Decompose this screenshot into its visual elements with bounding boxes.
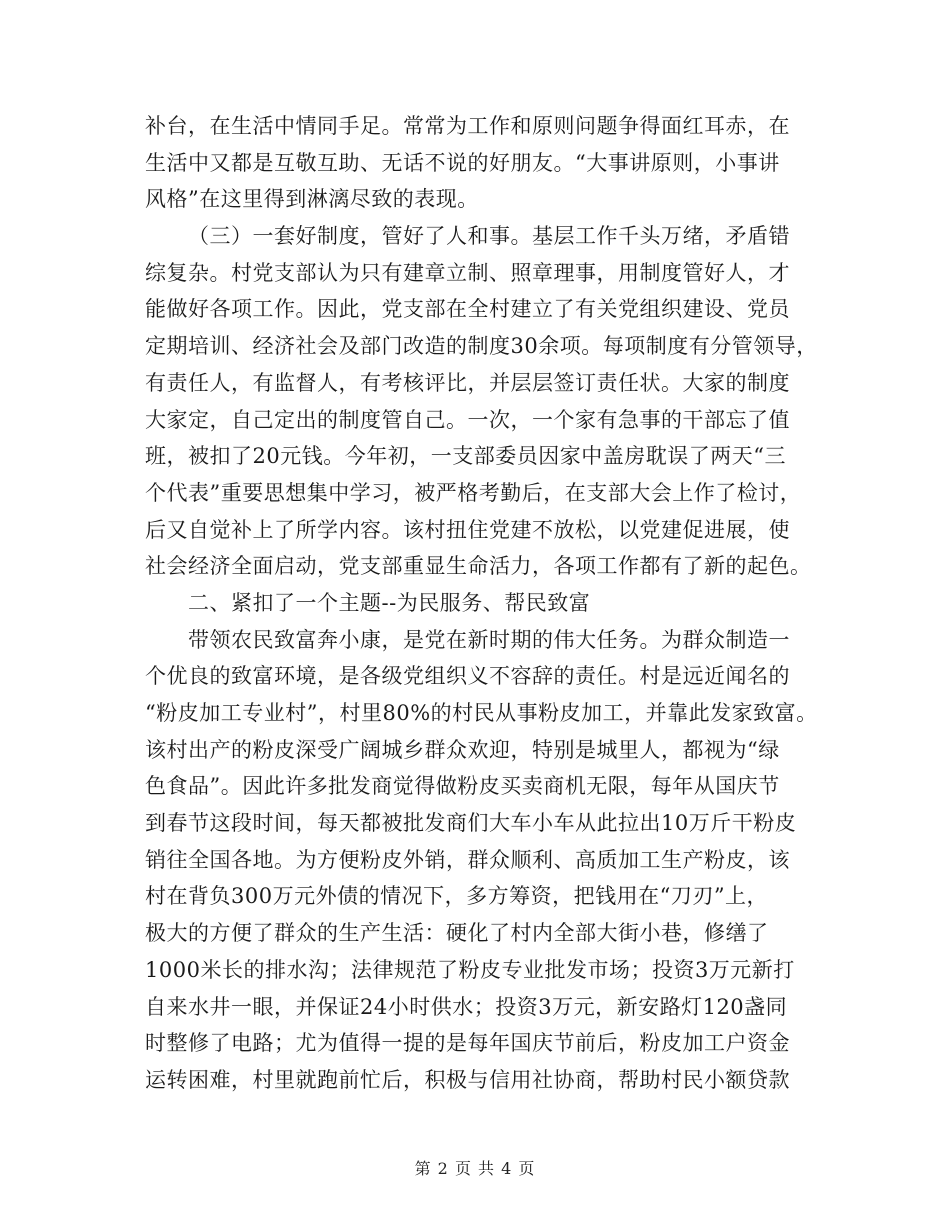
text-line: 到春节这段时间，每天都被批发商们大车小车从此拉出10万斤干粉皮 xyxy=(145,811,797,836)
text-line: 后又自觉补上了所学内容。该村扭住党建不放松，以党建促进展，使 xyxy=(145,517,790,542)
text-line: 自来水井一眼，并保证24小时供水；投资3万元，新安路灯120盏同 xyxy=(145,994,788,1019)
text-line: 个代表”重要思想集中学习，被严格考勤后，在支部大会上作了检讨， xyxy=(145,480,802,505)
text-line: 大家定，自己定出的制度管自己。一次，一个家有急事的干部忘了值 xyxy=(145,407,790,432)
section-heading-line: （三）一套好制度，管好了人和事。基层工作千头万绪，矛盾错 xyxy=(188,224,790,249)
document-body xyxy=(145,108,825,1099)
text-line: 社会经济全面启动，党支部重显生命活力，各项工作都有了新的起色。 xyxy=(145,554,812,579)
text-line: 该村出产的粉皮深受广阔城乡群众欢迎，特别是城里人，都视为“绿 xyxy=(145,737,780,762)
text-line: 时整修了电路；尤为值得一提的是每年国庆节前后，粉皮加工户资金 xyxy=(145,1031,790,1056)
text-line: 有责任人，有监督人，有考核评比，并层层签订责任状。大家的制度 xyxy=(145,370,790,395)
section-heading: 二、紧扣了一个主题--为民服务、帮民致富 xyxy=(188,590,591,615)
text-line: 个优良的致富环境，是各级党组织义不容辞的责任。村是远近闻名的 xyxy=(145,664,790,689)
text-line: 班，被扣了20元钱。今年初，一支部委员因家中盖房耽误了两天“三 xyxy=(145,444,786,469)
text-line: 运转困难，村里就跑前忙后，积极与信用社协商，帮助村民小额贷款 xyxy=(145,1067,790,1092)
text-line: 定期培训、经济社会及部门改造的制度30余项。每项制度有分管领导， xyxy=(145,334,818,359)
text-line: 风格”在这里得到淋漓尽致的表现。 xyxy=(145,187,479,212)
text-line: 生活中又都是互敬互助、无话不说的好朋友。“大事讲原则，小事讲 xyxy=(145,150,780,175)
text-line: “粉皮加工专业村”，村里80%的村民从事粉皮加工，并靠此发家致富。 xyxy=(145,701,818,725)
text-line: 综复杂。村党支部认为只有建章立制、照章理事，用制度管好人，才 xyxy=(145,260,790,285)
text-line: 销往全国各地。为方便粉皮外销，群众顺利、高质加工生产粉皮，该 xyxy=(145,847,790,872)
paragraph-start-line: 带领农民致富奔小康，是党在新时期的伟大任务。为群众制造一 xyxy=(188,627,790,652)
page-number-footer: 第 2 页 共 4 页 xyxy=(414,1159,536,1178)
text-line: 补台，在生活中情同手足。常常为工作和原则问题争得面红耳赤，在 xyxy=(145,114,790,138)
text-line: 色食品”。因此许多批发商觉得做粉皮买卖商机无限，每年从国庆节 xyxy=(145,774,780,799)
text-line: 能做好各项工作。因此，党支部在全村建立了有关党组织建设、党员 xyxy=(145,297,790,322)
text-line: 1000米长的排水沟；法律规范了粉皮专业批发市场；投资3万元新打 xyxy=(145,957,795,982)
text-line: 村在背负300万元外债的情况下，多方筹资，把钱用在“刀刃”上， xyxy=(145,884,769,909)
text-line: 极大的方便了群众的生产生活：硬化了村内全部大街小巷，修缮了 xyxy=(145,921,769,946)
